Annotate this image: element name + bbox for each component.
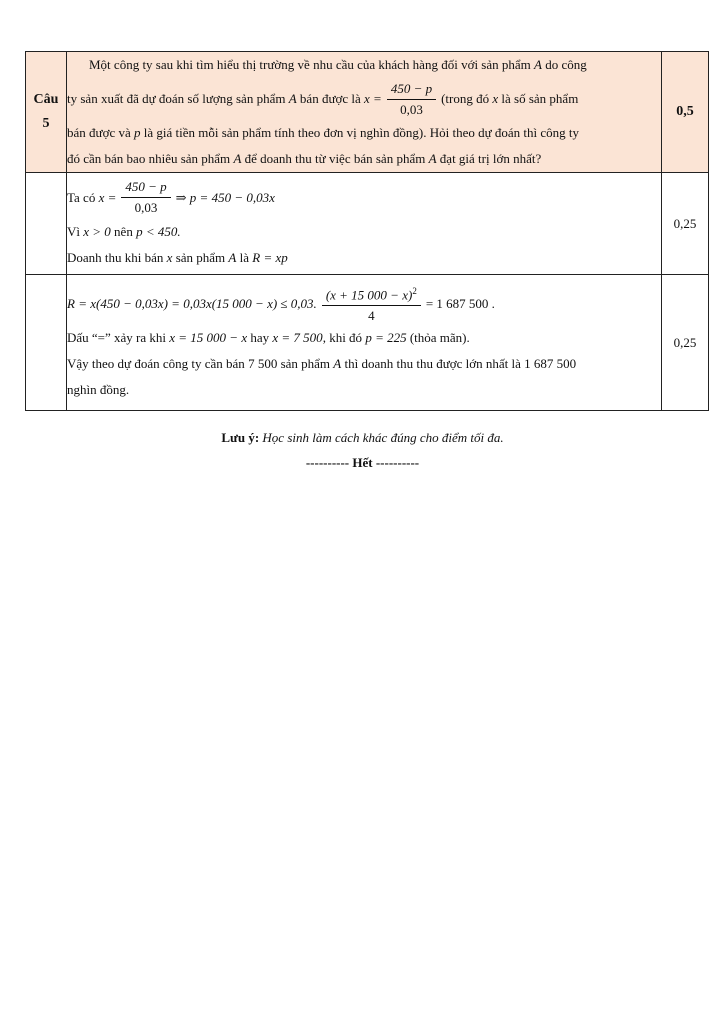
solution-score-1: 0,25 <box>662 173 709 275</box>
footnote: Lưu ý: Học sinh làm cách khác đúng cho điểm tối đa. <box>221 430 504 445</box>
solution-step-1: Ta có x = $\frac{450 - p}{0,03}$ ⇒ p = 450 − 0,03x Vì x > 0 nên p < 450. Doanh thu khi bán x sản phẩm A là R = xp <box>67 173 662 275</box>
am-gm-fraction: $\frac{(x + 15 000 - x)^2}{4}$ <box>322 283 421 324</box>
answer-table <box>25 51 709 411</box>
question-text: Một công ty sau khi tìm hiểu thị trường về nhu cầu của khách hàng đối với sản phẩm A do công ty sản xuất đã dự đoán số lượng sản phẩm A bán được là x = $\frac{450 - p}{0,03}$ (trong đó x là số sản phẩm bán được và p là giá tiền mỗi sản phẩm tính theo đơn vị nghìn đồng). Hỏi theo dự đoán thì công ty đó cần bán bao nhiêu sản phẩm A để doanh thu từ việc bán sản phẩm A đạt giá trị lớn nhất? <box>67 52 662 173</box>
empty-cell <box>26 275 67 411</box>
demand-fraction: $\frac{450 - p}{0,03}$ <box>387 81 436 118</box>
end-marker: ---------- Hết ---------- <box>305 455 420 470</box>
empty-cell <box>26 173 67 275</box>
price-fraction: $\frac{450 - p}{0,03}$ <box>121 179 170 216</box>
solution-row-1 <box>26 173 709 275</box>
question-score: 0,5 <box>662 52 709 173</box>
solution-score-2: 0,25 <box>662 275 709 411</box>
solution-row-2 <box>26 275 709 411</box>
question-label: Câu 5 <box>26 52 67 173</box>
question-row <box>26 52 709 173</box>
solution-step-2: R = x(450 − 0,03x) = 0,03x(15 000 − x) ≤ 0,03. $\frac{(x + 15 000 - x)^2}{4}$ = 1 687 500 . Dấu “=” xảy ra khi x = 15 000 − x hay x = 7 500, khi đó p = 225 (thỏa mãn). Vậy theo dự đoán công ty cần bán 7 500 sản phẩm A thì doanh thu thu được lớn nhất là 1 687 500 nghìn đồng. <box>67 275 662 411</box>
